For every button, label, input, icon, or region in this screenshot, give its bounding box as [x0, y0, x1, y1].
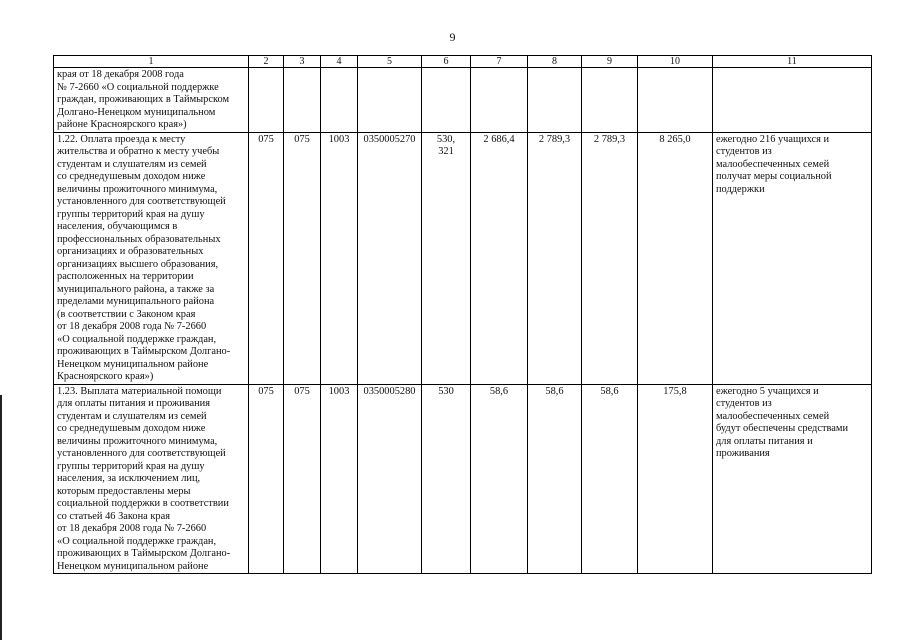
- scan-edge-line: [0, 395, 2, 640]
- table-cell: 075: [249, 132, 284, 384]
- table-cell: 0350005270: [358, 132, 422, 384]
- table-cell: 530, 321: [422, 132, 471, 384]
- table-cell: 58,6: [471, 384, 528, 574]
- item-description: 1.22. Оплата проезда к месту жительства и обратно к месту учебы студентам и слушателям из семей со среднедушевым доходом ниже величины прожиточного минимума, установленного для соответствующей группы территорий края на душу населения, обучающимся в профессиональных образовательных организациях и образовательных организациях высшего образования, расположенных на территории муниципального района, а также за пределами муниципального района (в соответствии с Законом края от 18 декабря 2008 года № 7-2660 «О социальной поддержке граждан, проживающих в Таймырском Долгано- Ненецком муниципальном районе Красноярского края»): [54, 132, 249, 384]
- column-number: 4: [321, 56, 358, 68]
- table-cell: 1003: [321, 384, 358, 574]
- table-row: [54, 68, 872, 133]
- table-cell: 2 789,3: [528, 132, 582, 384]
- column-number: 6: [422, 56, 471, 68]
- column-number: 2: [249, 56, 284, 68]
- item-description: 1.23. Выплата материальной помощи для оплаты питания и проживания студентам и слушателям из семей со среднедушевым доходом ниже величины прожиточного минимума, установленного для соответствующей группы территорий края на душу населения, за исключением лиц, которым предоставлены меры социальной поддержки в соответствии со статьей 46 Закона края от 18 декабря 2008 года № 7-2660 «О социальной поддержке граждан, проживающих в Таймырском Долгано- Ненецком муниципальном районе: [54, 384, 249, 574]
- column-number: 7: [471, 56, 528, 68]
- table-cell: 530: [422, 384, 471, 574]
- table-cell: [471, 68, 528, 133]
- table-cell: [422, 68, 471, 133]
- table-cell: 2 686,4: [471, 132, 528, 384]
- column-number: 8: [528, 56, 582, 68]
- table-cell: 075: [249, 384, 284, 574]
- budget-table: [53, 55, 872, 574]
- column-number: 3: [284, 56, 321, 68]
- table-cell: 58,6: [582, 384, 638, 574]
- column-number: 9: [582, 56, 638, 68]
- table-cell: [713, 68, 872, 133]
- table-cell: 2 789,3: [582, 132, 638, 384]
- item-description: края от 18 декабря 2008 года № 7-2660 «О социальной поддержке граждан, проживающих в Таймырском Долгано-Ненецком муниципальном районе Красноярского края»): [54, 68, 249, 133]
- table-cell: 075: [284, 384, 321, 574]
- table-cell: [321, 68, 358, 133]
- table-cell: 8 265,0: [638, 132, 713, 384]
- table-cell: [638, 68, 713, 133]
- table-cell: [528, 68, 582, 133]
- table-cell: 075: [284, 132, 321, 384]
- table-header-row: [54, 56, 872, 68]
- column-number: 5: [358, 56, 422, 68]
- column-number: 11: [713, 56, 872, 68]
- table-cell: 0350005280: [358, 384, 422, 574]
- table-cell: 58,6: [528, 384, 582, 574]
- column-number: 1: [54, 56, 249, 68]
- table-cell: [358, 68, 422, 133]
- page-number: 9: [449, 30, 456, 44]
- table-cell: [284, 68, 321, 133]
- table-row: [54, 384, 872, 574]
- table-row: [54, 132, 872, 384]
- table-cell: [582, 68, 638, 133]
- table-cell: [249, 68, 284, 133]
- table-cell: 1003: [321, 132, 358, 384]
- expected-result: ежегодно 216 учащихся и студентов из малообеспеченных семей получат меры социальной поддержки: [713, 132, 872, 384]
- column-number: 10: [638, 56, 713, 68]
- table-cell: 175,8: [638, 384, 713, 574]
- expected-result: ежегодно 5 учащихся и студентов из малообеспеченных семей будут обеспечены средствами для оплаты питания и проживания: [713, 384, 872, 574]
